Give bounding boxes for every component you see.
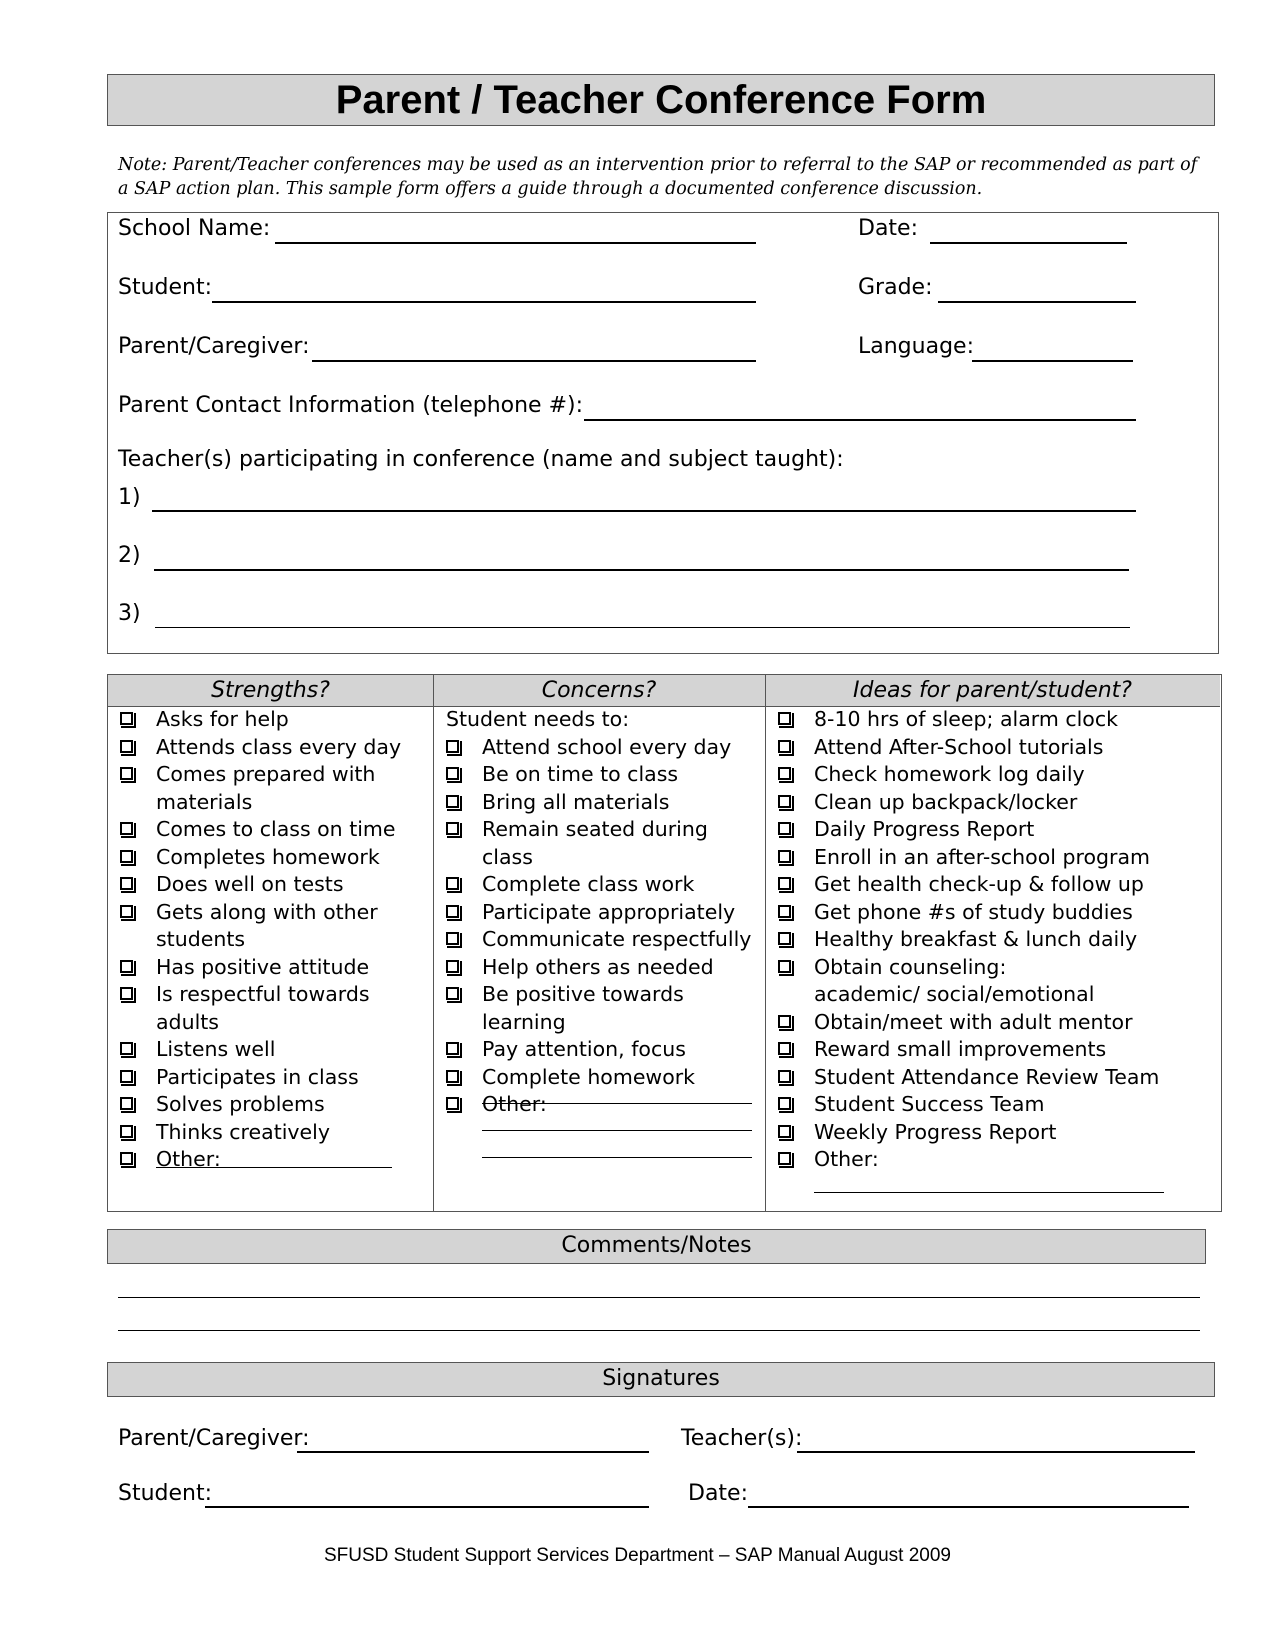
item-label: Gets along with other students xyxy=(156,899,378,951)
item-label: Student Success Team xyxy=(814,1092,1045,1116)
item-label: Help others as needed xyxy=(482,954,714,979)
checklist-item[interactable] xyxy=(446,871,758,899)
checkbox-icon[interactable] xyxy=(446,767,459,780)
concerns-intro: Student needs to: xyxy=(446,707,630,731)
teacher-number: 2) xyxy=(118,543,141,568)
footer-text: SFUSD Student Support Services Department – SAP Manual August 2009 xyxy=(324,1545,951,1566)
checklist-item[interactable] xyxy=(778,761,1218,789)
item-label: Asks for help xyxy=(156,707,289,731)
checklist-item[interactable] xyxy=(446,899,758,927)
checkbox-icon[interactable] xyxy=(120,850,133,863)
checklist-item[interactable] xyxy=(446,954,758,982)
checkbox-icon[interactable] xyxy=(120,1152,133,1165)
checkbox-icon[interactable] xyxy=(120,1042,133,1055)
item-label: Communicate respectfully xyxy=(482,927,752,951)
checklist-item[interactable] xyxy=(120,871,426,899)
checklist-item[interactable] xyxy=(778,1064,1218,1092)
checklist-item[interactable] xyxy=(778,871,1218,899)
checklist-item[interactable] xyxy=(778,954,1114,1009)
school-name-field[interactable] xyxy=(275,242,756,244)
school-name-label: School Name: xyxy=(118,216,271,241)
item-label: Comes prepared with materials xyxy=(156,762,376,814)
checklist-item[interactable] xyxy=(778,706,1218,734)
checkbox-icon[interactable] xyxy=(120,987,133,1000)
concerns-other-field[interactable] xyxy=(482,1157,752,1158)
checklist-item[interactable] xyxy=(778,1091,1218,1119)
item-label: Solves problems xyxy=(156,1092,325,1116)
checkbox-icon[interactable] xyxy=(778,1152,791,1165)
form-note: Note: Parent/Teacher conferences may be used as an intervention prior to referral to the SAP or recommended as part of a SAP action plan. This sample form offers a guide through a documented conference discussion. xyxy=(118,155,1198,199)
checkbox-icon[interactable] xyxy=(446,905,459,918)
strengths-list xyxy=(120,706,426,1174)
checklist-item[interactable] xyxy=(778,1146,1218,1174)
parent-contact-field[interactable] xyxy=(584,419,1136,421)
checklist-item[interactable] xyxy=(446,734,758,762)
sig-teachers-label: Teacher(s): xyxy=(681,1426,803,1451)
checkbox-icon[interactable] xyxy=(120,1070,133,1083)
strengths-other-field[interactable] xyxy=(156,1167,392,1168)
checklist-table xyxy=(107,674,1222,1212)
item-label: Participates in class xyxy=(156,1064,359,1089)
student-info-section xyxy=(107,212,1219,654)
language-field[interactable] xyxy=(972,360,1133,362)
form-title: Parent / Teacher Conference Form xyxy=(107,74,1215,126)
item-label: Other: xyxy=(482,1092,547,1116)
checkbox-icon[interactable] xyxy=(446,1042,459,1055)
parent-contact-label: Parent Contact Information (telephone #): xyxy=(118,393,584,418)
checklist-item[interactable] xyxy=(120,706,426,734)
checkbox-icon[interactable] xyxy=(120,1097,133,1110)
teacher-number: 3) xyxy=(118,601,141,626)
checkbox-icon[interactable] xyxy=(778,1015,791,1028)
checklist-item[interactable] xyxy=(778,816,1218,844)
checklist-item[interactable] xyxy=(120,734,426,762)
teacher-signature-field[interactable] xyxy=(797,1451,1195,1453)
checklist-item[interactable] xyxy=(778,926,1218,954)
checklist-item[interactable] xyxy=(778,1009,1218,1037)
concerns-other-field[interactable] xyxy=(482,1130,752,1131)
checkbox-icon[interactable] xyxy=(446,1070,459,1083)
checkbox-icon[interactable] xyxy=(446,987,459,1000)
checkbox-icon[interactable] xyxy=(778,1070,791,1083)
column-divider xyxy=(765,675,766,1211)
signatures-heading: Signatures xyxy=(107,1362,1215,1397)
item-label: Daily Progress Report xyxy=(814,817,1035,841)
teacher-number: 1) xyxy=(118,485,141,510)
checklist-item[interactable] xyxy=(120,1119,426,1147)
teachers-heading: Teacher(s) participating in conference (name and subject taught): xyxy=(118,447,844,472)
checkbox-icon[interactable] xyxy=(778,960,791,973)
checkbox-icon[interactable] xyxy=(120,877,133,890)
item-label: Completes homework xyxy=(156,844,380,869)
student-signature-field[interactable] xyxy=(205,1506,649,1508)
checklist-item[interactable] xyxy=(120,1146,426,1174)
item-label: Clean up backpack/locker xyxy=(814,789,1078,814)
checkbox-icon[interactable] xyxy=(446,960,459,973)
comments-line[interactable] xyxy=(118,1330,1200,1331)
checklist-item[interactable] xyxy=(446,789,758,817)
checkbox-icon[interactable] xyxy=(120,960,133,973)
comments-line[interactable] xyxy=(118,1297,1200,1298)
checkbox-icon[interactable] xyxy=(778,932,791,945)
checkbox-icon[interactable] xyxy=(778,1125,791,1138)
item-label: Other: xyxy=(814,1147,879,1171)
checkbox-icon[interactable] xyxy=(120,740,133,753)
checkbox-icon[interactable] xyxy=(120,905,133,918)
checkbox-icon[interactable] xyxy=(778,877,791,890)
item-label: Complete homework xyxy=(482,1064,696,1089)
checklist-item[interactable] xyxy=(446,981,758,1036)
item-label: Get phone #s of study buddies xyxy=(814,899,1133,924)
checkbox-icon[interactable] xyxy=(778,1042,791,1055)
item-label: Bring all materials xyxy=(482,789,670,814)
checklist-item[interactable] xyxy=(446,761,758,789)
ideas-other-field[interactable] xyxy=(814,1192,1164,1193)
checklist-item[interactable] xyxy=(120,899,426,954)
concerns-heading: Concerns? xyxy=(433,675,765,707)
item-label: Student Attendance Review Team xyxy=(814,1064,1160,1089)
item-label: Obtain counseling: academic/ social/emotional xyxy=(814,954,1095,1006)
teacher-3-field[interactable] xyxy=(155,627,1130,628)
checklist-item[interactable] xyxy=(120,954,426,982)
checklist-item[interactable] xyxy=(120,816,426,844)
strengths-heading: Strengths? xyxy=(108,675,433,707)
ideas-heading: Ideas for parent/student? xyxy=(765,675,1220,707)
student-label: Student: xyxy=(118,275,213,300)
item-label: Check homework log daily xyxy=(814,762,1085,786)
item-label: Reward small improvements xyxy=(814,1037,1107,1061)
item-label: Is respectful towards adults xyxy=(156,982,370,1034)
parent-caregiver-field[interactable] xyxy=(312,360,756,362)
item-label: Comes to class on time xyxy=(156,817,396,841)
item-label: Be on time to class xyxy=(482,762,679,786)
item-label: Enroll in an after-school program xyxy=(814,844,1150,869)
checklist-item[interactable] xyxy=(446,1064,758,1092)
comments-heading: Comments/Notes xyxy=(107,1229,1206,1264)
checkbox-icon[interactable] xyxy=(446,932,459,945)
item-label: Other: xyxy=(156,1147,221,1171)
checkbox-icon[interactable] xyxy=(778,822,791,835)
checklist-item[interactable] xyxy=(120,981,426,1036)
parent-signature-field[interactable] xyxy=(297,1451,649,1453)
item-label: Healthy breakfast & lunch daily xyxy=(814,927,1138,951)
item-label: Complete class work xyxy=(482,872,695,896)
item-label: Has positive attitude xyxy=(156,954,370,979)
checkbox-icon[interactable] xyxy=(778,1097,791,1110)
concerns-list xyxy=(446,734,758,1119)
checkbox-icon[interactable] xyxy=(778,740,791,753)
checkbox-icon[interactable] xyxy=(120,822,133,835)
checkbox-icon[interactable] xyxy=(120,767,133,780)
checklist-item[interactable] xyxy=(778,899,1218,927)
item-label: Be positive towards learning xyxy=(482,982,684,1034)
language-label: Language: xyxy=(858,334,974,359)
checkbox-icon[interactable] xyxy=(778,795,791,808)
checklist-item[interactable] xyxy=(120,844,426,872)
checkbox-icon[interactable] xyxy=(446,795,459,808)
checklist-item[interactable] xyxy=(446,1091,758,1119)
checklist-item[interactable] xyxy=(778,1119,1218,1147)
ideas-list xyxy=(778,706,1218,1174)
item-label: Does well on tests xyxy=(156,872,344,896)
item-label: Participate appropriately xyxy=(482,899,736,924)
checklist-item[interactable] xyxy=(778,734,1218,762)
checkbox-icon[interactable] xyxy=(446,877,459,890)
grade-field[interactable] xyxy=(938,301,1136,303)
checkbox-icon[interactable] xyxy=(120,712,133,725)
item-label: Remain seated during class xyxy=(482,817,708,869)
checklist-item[interactable] xyxy=(778,844,1218,872)
column-divider xyxy=(433,675,434,1211)
checkbox-icon[interactable] xyxy=(120,1125,133,1138)
item-label: Attends class every day xyxy=(156,734,402,759)
checklist-item[interactable] xyxy=(120,761,426,816)
item-label: Thinks creatively xyxy=(156,1119,330,1144)
item-label: Obtain/meet with adult mentor xyxy=(814,1009,1133,1034)
date-field[interactable] xyxy=(930,242,1127,244)
checklist-item[interactable] xyxy=(120,1036,426,1064)
date-label: Date: xyxy=(858,216,918,241)
checkbox-icon[interactable] xyxy=(778,767,791,780)
grade-label: Grade: xyxy=(858,275,933,300)
checkbox-icon[interactable] xyxy=(778,712,791,725)
teacher-2-field[interactable] xyxy=(154,569,1129,571)
item-label: Get health check-up & follow up xyxy=(814,872,1144,896)
item-label: Pay attention, focus xyxy=(482,1037,686,1061)
checkbox-icon[interactable] xyxy=(778,905,791,918)
checkbox-icon[interactable] xyxy=(778,850,791,863)
checklist-item[interactable] xyxy=(778,789,1218,817)
sig-date-label: Date: xyxy=(688,1481,748,1506)
sig-parent-caregiver-label: Parent/Caregiver: xyxy=(118,1426,310,1451)
checklist-item[interactable] xyxy=(446,1036,758,1064)
checkbox-icon[interactable] xyxy=(446,740,459,753)
checklist-item[interactable] xyxy=(446,816,758,871)
signature-date-field[interactable] xyxy=(748,1506,1189,1508)
sig-student-label: Student: xyxy=(118,1481,213,1506)
checklist-item[interactable] xyxy=(120,1091,426,1119)
item-label: Listens well xyxy=(156,1037,276,1061)
item-label: Attend After-School tutorials xyxy=(814,734,1104,759)
checkbox-icon[interactable] xyxy=(446,822,459,835)
item-label: Attend school every day xyxy=(482,734,732,759)
checklist-item[interactable] xyxy=(120,1064,426,1092)
teacher-1-field[interactable] xyxy=(152,510,1136,512)
parent-caregiver-label: Parent/Caregiver: xyxy=(118,334,310,359)
item-label: 8-10 hrs of sleep; alarm clock xyxy=(814,707,1118,731)
item-label: Weekly Progress Report xyxy=(814,1119,1057,1144)
concerns-other-field[interactable] xyxy=(482,1103,752,1104)
checkbox-icon[interactable] xyxy=(446,1097,459,1110)
checklist-item[interactable] xyxy=(446,926,758,954)
student-field[interactable] xyxy=(212,301,756,303)
checklist-item[interactable] xyxy=(778,1036,1218,1064)
